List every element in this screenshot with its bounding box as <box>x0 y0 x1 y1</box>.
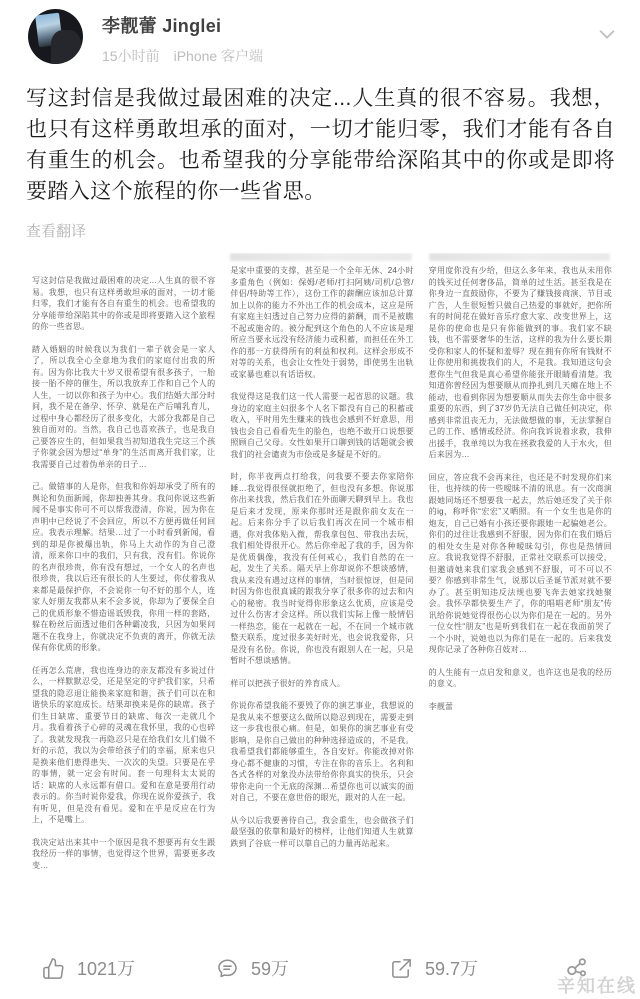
letter-paragraph: 踏入婚姻的时候我以为我们一辈子就会是一家人了，所以我全心全意地为我们的家庭付出我的所有。因为你比我大十岁又很希望有很多孩子，一胎接一胎不停的催生，所以我放弃工作和自己个人的人生，一切以你和孩子为中心。我们结婚大部分时间，我不是在备孕、怀孕、就是在产后哺乳育儿，过程中身心都经历了很多变化，大部分我都是自己独自面对的。当然，我自己也喜欢孩子，也是我自己要答应生的，但如果我当初知道我生完这三个孩子你就会因为想过“单身”的生活而离开我们家，让我需要自己过着伪单亲的日子… <box>32 344 216 469</box>
letter-column-2 <box>230 253 413 875</box>
letter-paragraph: 己。做错事的人是你，但我和你妈却承受了所有的舆论和负面新闻，你却独善其身。我问你说这些新闻不是事实你可不可以帮我澄清，你说，因为你在声明中已经说了不会回应，所以不方便再做任何回应。我表示理解。结果…过了一小时看到新闻，看到的却是你被爆出轨，你马上大动作的为自己澄清，原来你口中的我们，只有我，没有们。你说你的名声很珍贵，你有没有想过，一个女人的名声也很珍贵，我以后还有很长的人生要过，你仗着我从来都是最保护你，不会说你一句不好的那个人，连家人好朋友我都从来不会多说，你却为了要保全自己的优质形象不惜造谣诋毁我，你用一样的套路，躲在粉丝后面透过他们各种霸凌我，只因为如果问题不在我身上，你就决定不负责的离开，你就无法保有你优质的形象。 <box>32 482 216 652</box>
comment-button[interactable] <box>216 955 390 981</box>
letter-column-3 <box>429 253 612 875</box>
letter-paragraph: 时，你半夜两点打给我，问我要不要去你家陪你睡…我觉得很怪就拒绝了，但也没有多想。你说那你出来找我，然后我们在外面聊天聊到早上。我也是后来才发现，原来你那时还是跟你前女友在一起。后来你分手了以后我们再次在同一个城市相遇，你对我体贴入微，帮我拿包包、带我出去玩，我们相处得很开心。然后你牵起了我的手，因为你是优质偶像，我没有任何戒心，我们自然的在一起，发生了关系。隔天早上你却说你不想谈感情，我从来没有遇过这样的事情，当时很惊讶，但是同时因为你也很真诚的跟我分享了很多你的过去和内心的秘密。我当时觉得你形象这么优质，应该是受过什么伤害才会这样。所以我们实际上像一般情侣一样热恋，能在一起就在一起，不在同一个城市就整天联系，度过很多美好时光，也会说我爱你，只是没有名份。你说，你也没有跟别人在一起，只是暂时不想谈感情。 <box>230 472 414 665</box>
thumbs-up-icon <box>42 957 65 980</box>
username[interactable]: 李靓蕾 Jinglei <box>102 16 222 36</box>
timestamp: 15小时前 <box>102 48 160 64</box>
letter-paragraph: 穿用度你没有少给，但这么多年来，我也从未用你的钱买过任何奢侈品，简单的过生活。甚至我是在你身边一直鼓励你，不要为了赚钱接商演、节目或广告，人生很短暂只做自己热爱的事就好，把你所有的时间花在做好音乐疗愈大家、改变世界上，这是你的使命也是只有你能做到的事。我们家不缺钱，也不需要奢华的生活，这样的我为什么要长期受你和家人的怀疑和羞辱？现在拥有你所有钱财不让你使用和挑拨我们的人，不是我。我知道这句会惹你生气但我是真心希望你能张开眼睛看清楚。我知道你曾经因为想要顺从而挣扎到几天瘫在地上不能动，也看到你因为想要顺从而失去你生命中很多重要的东西，到了37岁仍无法自己做任何决定，你感到非常沮丧无力，无法做想做的事，无法掌握自己的工作、感情或经济。你向我诉说着求救，我伸出援手，我单纯以为我在拯救我爱的人于水火，但后来因为… <box>428 266 612 459</box>
letter-cropped-line <box>230 253 411 261</box>
letter-paragraph: 你说你希望我能不要毁了你的演艺事业，我想说的是我从来不想要这么做所以隐忍到现在，需要走到这一步我也很心痛。但是，如果你的演艺事业有受影响，是你自己做出的种种选择造成的，不是我。我希望我们都能够重生，各自安好。你能改掉对你身心都不健康的习惯，专注在你的音乐上。名利和各式各样的对象没办法带给你你真实的快乐，只会带你走向一个无底的深渊…希望你也可以诚实的面对自己，不要在意世俗的眼光，跟对的人在一起。 <box>230 701 414 802</box>
letter-paragraph: 我觉得这是我们这一代人需要一起省思的议题。我身边的家庭主妇很多个人名下都没有自己的积蓄或收入，平时用先生赚来的钱也会感到不好意思，用钱也会自己看看先生的脸色，也绝不敢开口说想要照顾自己父母。女性如果开口聊到钱的话题就会被我们的社会谴责为市侩或是多疑是不好的。 <box>230 392 414 459</box>
comment-count: 59万 <box>251 959 290 979</box>
share-network-icon[interactable] <box>564 955 590 981</box>
view-translation-link[interactable]: 查看翻译 <box>26 223 87 240</box>
share-button[interactable] <box>390 955 564 981</box>
letter-paragraph: 任再怎么荒唐，我也连身边的亲友都没有多说过什么，一样默默忍受，还是坚定的守护我们家，只希望我的隐忍退让能换来家庭和谐，孩子们可以在和谐快乐的家庭成长。结果却换来是你的缺席。孩子们生日缺席、重要节日的缺席、每次一走就几个月。我看着孩子心碎的灵魂在我怀里，我的心也碎了。我就发现我一再隐忍只是在给我们女儿们做不好的示范，我以为会带给孩子们的幸福，原来也只是换来他们患得患失、一次次的失望。只要是在乎的事情，就一定会有时间。套一句理科太太说的话：缺席的人永远都有借口。爱和在意是要用行动表示的。你当时说你爱我，你现在说你爱孩子，我有听见，但是没有看见。爱和在乎是反应在行为上，不是嘴上。 <box>32 665 216 824</box>
letter-paragraph: 我决定站出来其中一个原因是我不想要再有女生跟我经历一样的事情，也觉得这个世界，需要更多改变… <box>32 837 216 870</box>
chevron-down-icon[interactable] <box>596 23 618 45</box>
like-button[interactable] <box>42 955 216 981</box>
avatar-photo-shade <box>51 30 81 64</box>
header-text <box>102 9 596 66</box>
letter-paragraph: 的人生能有一点启发和意义，也许这也是我的经历的意义。 <box>428 667 612 688</box>
letter-paragraph: 是家中重要的支撑，甚至是一个全年无休、24小时多重角色（例如：保姆/老师/打扫阿姨/司机/总管/伴侣/特助等工作），这份工作的薪酬应该加总计算加上以你的能力不外出工作的机会成本，这应是所有家庭主妇透过自己努力应得的薪酬，而不是被瞧不起或施舍的。被分配到这个角色的人不应该是理所应当要永远没有经济能力或积蓄，而担任在外工作的那一方获得所有的利益和权利。这样会形成不对等的关系，也会让女性处于弱势，即使男生出轨或家暴也难以有话语权。 <box>230 266 414 379</box>
letter-paragraph: 写这封信是我做过最困难的决定...人生真的很不容易。我想，也只有这样勇敢坦承的面对，一切才能归零，我们才能有各自有重生的机会。也希望我的分享能带给深陷其中的你或是即将要踏入这个旅程的你一些省思。 <box>32 276 216 331</box>
action-bar <box>0 943 640 993</box>
letter-column-1 <box>32 253 215 875</box>
like-count: 1021万 <box>77 959 136 979</box>
post-header <box>0 0 640 66</box>
site-watermark: 辛知在线 <box>557 976 637 996</box>
letter-paragraph: 样可以把孩子很好的养育成人。 <box>230 678 346 688</box>
client-source: iPhone 客户端 <box>173 48 264 64</box>
letter-paragraph: 从今以后我要善待自己，我会重生，也会做孩子们最坚强的依靠和最好的榜样，让他们知道人生就算跌到了谷底一样可以靠自己的力量再站起来。 <box>230 815 414 848</box>
letter-cropped-line <box>429 253 610 261</box>
comment-bubble-icon <box>216 957 239 980</box>
post-meta <box>102 46 596 66</box>
letter-image[interactable] <box>32 253 612 875</box>
letter-signature: 李靓蕾 <box>428 701 454 711</box>
letter-paragraph: 回应，答应我不会再来往，也还是不时发现你们来往，也持续的传一些暧昧不清的讯息。有一次商演跟她同场还不想要我一起去，然后她还发了关于你的ig，称呼你“宏宏”又晒照。有一个女生也是你的炮友，自己已婚有小孩还要你跟她一起骗她老公。你们的过往让我感到不舒服，因为你们在我们婚后的相处女生是对你各种暧昧勾引，你也是热情回应。我说我觉得不舒服，正常社交联系可以接受，但邀请她来我们家我会感到不舒服，可不可以不要？你感到非常生气，说那以后圣诞节派对就不要办了。甚至明知违反法规也要飞奔去她家找她聚会。我怀孕都快要生产了，你的唱唱老师“朋友”传讯给你说她觉得很伤心以为你们是在一起的。另外一位女性“朋友”也是听到我们在一起在我面前哭了一个小时，说她也以为你们是在一起的。后来我发现你记录了各种你召妓对… <box>428 472 612 654</box>
avatar[interactable] <box>28 9 83 64</box>
share-arrow-icon <box>390 957 413 980</box>
share-count: 59.7万 <box>425 959 479 979</box>
post-text: 写这封信是我做过最困难的决定...人生真的很不容易。我想，也只有这样勇敢坦承的面对，一切才能归零，我们才能有各自有重生的机会。也希望我的分享能带给深陷其中的你或是即将要踏入这个旅程的你一些省思。 <box>26 87 615 203</box>
